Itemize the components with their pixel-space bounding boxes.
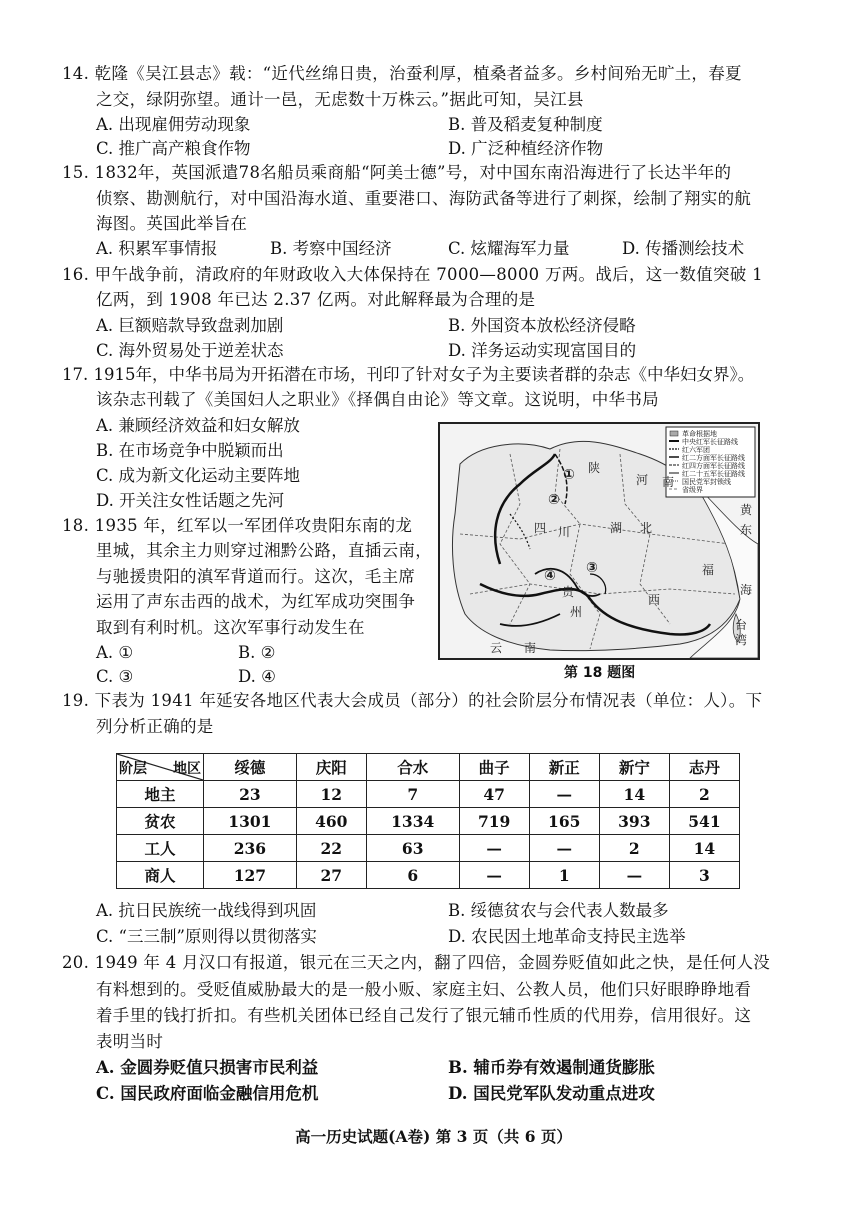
q20-option-a[interactable]: A. 金圆券贬值只损害市民利益: [96, 1058, 319, 1077]
map-marker: ④: [544, 568, 556, 584]
q15-stem-line-3: 海图。英国此举旨在: [96, 214, 248, 233]
row-label: 贫农: [117, 808, 204, 835]
q18-option-a[interactable]: A. ①: [96, 643, 134, 662]
column-header: 庆阳: [296, 754, 366, 781]
column-header: 绥德: [204, 754, 297, 781]
table-cell: 14: [669, 835, 739, 862]
q16-stem-line-2: 亿两，到 1908 年已达 2.37 亿两。对此解释最为合理的是: [96, 290, 536, 309]
q14-option-c[interactable]: C. 推广高产粮食作物: [96, 139, 251, 158]
table-cell: 3: [669, 862, 739, 889]
map-region-label: 福: [702, 563, 715, 577]
map-region-label: 陕: [588, 461, 601, 475]
table-cell: 47: [459, 781, 529, 808]
legend-item: 中央红军长征路线: [682, 438, 738, 446]
q15-stem-line-2: 侦察、勘测航行，对中国沿海水道、重要港口、海防武备等进行了刺探，绘制了翔实的航: [96, 189, 752, 208]
q16-option-a[interactable]: A. 巨额赔款导致盘剥加剧: [96, 316, 284, 335]
q18-option-c[interactable]: C. ③: [96, 667, 134, 686]
q17-option-c[interactable]: C. 成为新文化运动主要阵地: [96, 466, 301, 485]
table-cell: 460: [296, 808, 366, 835]
legend-item: 红二方面军长征路线: [682, 454, 745, 462]
q18-option-b[interactable]: B. ②: [238, 643, 276, 662]
table-cell: 6: [366, 862, 459, 889]
table-cell: 393: [599, 808, 669, 835]
map-region-label: 河: [636, 473, 649, 487]
q20-stem-line-4: 表明当时: [96, 1032, 164, 1051]
map-region-label: 海: [740, 583, 753, 597]
legend-item: 红二十五军长征路线: [682, 470, 745, 478]
table-cell: 27: [296, 862, 366, 889]
q14-option-a[interactable]: A. 出现雇佣劳动现象: [96, 115, 251, 134]
q15-option-c[interactable]: C. 炫耀海军力量: [448, 239, 570, 258]
table-cell: —: [459, 862, 529, 889]
q18-stem-line-3: 与驰援贵阳的滇军背道而行。这次，毛主席: [96, 567, 416, 586]
table-header-row: [117, 754, 740, 781]
table-cell: 14: [599, 781, 669, 808]
q17-option-d[interactable]: D. 开关注女性话题之先河: [96, 491, 285, 510]
q15-stem-line-1: 15. 1832年，英国派遣78名船员乘商船“阿美士德”号，对中国东南沿海进行了长达半年的: [62, 163, 732, 182]
map-marker: ②: [548, 492, 560, 508]
map-region-label: 黄: [740, 503, 753, 517]
corner-label-region: 地区: [173, 761, 201, 777]
q17-stem-line-2: 该杂志刊载了《美国妇人之职业》《择偶自由论》等文章。这说明，中华书局: [96, 390, 659, 409]
q15-option-d[interactable]: D. 传播测绘技术: [622, 239, 745, 258]
q19-option-c[interactable]: C. “三三制”原则得以贯彻落实: [96, 927, 317, 946]
table-cell: —: [599, 862, 669, 889]
row-label: 商人: [117, 862, 204, 889]
row-label: 工人: [117, 835, 204, 862]
legend-item: 红四方面军长征路线: [682, 462, 745, 470]
table-cell: 541: [669, 808, 739, 835]
q15-option-b[interactable]: B. 考察中国经济: [270, 239, 392, 258]
column-header: 合水: [366, 754, 459, 781]
q20-option-c[interactable]: C. 国民政府面临金融信用危机: [96, 1084, 319, 1103]
q17-option-a[interactable]: A. 兼顾经济效益和妇女解放: [96, 416, 300, 435]
map-region-label: 南: [662, 475, 675, 489]
q14-option-b[interactable]: B. 普及稻麦复种制度: [448, 115, 603, 134]
column-header: 新宁: [599, 754, 669, 781]
map-region-label: 西: [648, 593, 661, 607]
table-cell: 23: [204, 781, 297, 808]
map-region-label: 川: [558, 525, 571, 539]
q18-option-d[interactable]: D. ④: [238, 667, 276, 686]
map-region-label: 北: [640, 521, 653, 535]
q18-stem-line-5: 取到有利时机。这次军事行动发生在: [96, 618, 365, 637]
map-region-label: 东: [740, 523, 753, 537]
table-cell: 127: [204, 862, 297, 889]
column-header: 新正: [529, 754, 599, 781]
table-cell: —: [529, 781, 599, 808]
q20-stem-line-3: 着手里的钱打折扣。有些机关团体已经自己发行了银元辅币性质的代用券，信用很好。这: [96, 1006, 752, 1025]
long-march-map-drawing: [440, 424, 758, 658]
q14-option-d[interactable]: D. 广泛种植经济作物: [448, 139, 604, 158]
legend-item: 红六军团: [682, 446, 710, 454]
long-march-map: [438, 422, 760, 660]
q16-option-c[interactable]: C. 海外贸易处于逆差状态: [96, 341, 284, 360]
q18-stem-line-1: 18. 1935 年，红军以一军团佯攻贵阳东南的龙: [62, 516, 413, 535]
map-caption: 第 18 题图: [564, 665, 636, 681]
table-row: [117, 835, 740, 862]
table-cell: 63: [366, 835, 459, 862]
page-footer: 高一历史试题(A卷) 第 3 页（共 6 页）: [295, 1127, 572, 1146]
q20-option-b[interactable]: B. 辅币券有效遏制通货膨胀: [448, 1058, 655, 1077]
q16-option-b[interactable]: B. 外国资本放松经济侵略: [448, 316, 636, 335]
table-row: [117, 781, 740, 808]
map-region-label: 四: [534, 521, 547, 535]
table-cell: 2: [599, 835, 669, 862]
table-cell: 1334: [366, 808, 459, 835]
column-header: 志丹: [669, 754, 739, 781]
social-class-table: [116, 753, 740, 889]
map-region-label: 南: [524, 641, 537, 655]
table-cell: 1: [529, 862, 599, 889]
q15-option-a[interactable]: A. 积累军事情报: [96, 239, 218, 258]
table-cell: 7: [366, 781, 459, 808]
q20-stem-line-1: 20. 1949 年 4 月汉口有报道，银元在三天之内，翻了四倍，金圆券贬值如此之快，是任何人没: [62, 953, 771, 972]
q18-stem-line-2: 里城，其余主力则穿过湘黔公路，直插云南，: [96, 541, 432, 560]
q16-option-d[interactable]: D. 洋务运动实现富国目的: [448, 341, 637, 360]
q14-stem-line-2: 之交，绿阴弥望。通计一邑，无虑数十万株云。”据此可知，吴江县: [96, 90, 584, 109]
map-region-label: 湾: [735, 633, 748, 647]
q19-stem-line-2: 列分析正确的是: [96, 717, 214, 736]
corner-label-class: 阶层: [119, 761, 147, 777]
q19-option-a[interactable]: A. 抗日民族统一战线得到巩固: [96, 901, 317, 920]
q18-stem-line-4: 运用了声东击西的战术，为红军成功突围争: [96, 592, 416, 611]
table-cell: 12: [296, 781, 366, 808]
legend-item: 省级界: [682, 486, 703, 494]
q20-stem-line-2: 有料想到的。受贬值威胁最大的是一般小贩、家庭主妇、公教人员，他们只好眼睁睁地看: [96, 980, 752, 999]
map-region-label: 云: [490, 641, 503, 655]
table-cell: 22: [296, 835, 366, 862]
q16-stem-line-1: 16. 甲午战争前，清政府的年财政收入大体保持在 7000—8000 万两。战后，这一数值突破 1: [62, 265, 763, 284]
map-region-label: 贵: [562, 585, 575, 599]
table-row: [117, 808, 740, 835]
map-region-label: 台: [735, 618, 748, 632]
legend-item: 国民党军封锁线: [682, 478, 731, 486]
table-cell: 719: [459, 808, 529, 835]
table-cell: 236: [204, 835, 297, 862]
column-header: 曲子: [459, 754, 529, 781]
table-corner-cell: [117, 754, 204, 781]
table-cell: —: [529, 835, 599, 862]
q14-stem-line-1: 14. 乾隆《吴江县志》载：“近代丝绵日贵，治蚕利厚，植桑者益多。乡村间殆无旷土，春夏: [62, 64, 742, 83]
map-region-label: 湖: [610, 521, 623, 535]
table-cell: 1301: [204, 808, 297, 835]
legend-item: 革命根据地: [682, 430, 717, 438]
q19-stem-line-1: 19. 下表为 1941 年延安各地区代表大会成员（部分）的社会阶层分布情况表（单位：人）。下: [62, 691, 763, 710]
q20-option-d[interactable]: D. 国民党军队发动重点进攻: [448, 1084, 655, 1103]
table-cell: 2: [669, 781, 739, 808]
map-region-label: 州: [570, 605, 583, 619]
q19-option-b[interactable]: B. 绥德贫农与会代表人数最多: [448, 901, 669, 920]
map-marker: ①: [563, 467, 575, 483]
q17-option-b[interactable]: B. 在市场竞争中脱颖而出: [96, 441, 284, 460]
row-label: 地主: [117, 781, 204, 808]
map-marker: ③: [586, 560, 598, 576]
table-row: [117, 862, 740, 889]
table-cell: —: [459, 835, 529, 862]
q17-stem-line-1: 17. 1915年，中华书局为开拓潜在市场，刊印了针对女子为主要读者群的杂志《中华妇女界》。: [62, 365, 755, 384]
q19-option-d[interactable]: D. 农民因土地革命支持民主选举: [448, 927, 686, 946]
table-cell: 165: [529, 808, 599, 835]
